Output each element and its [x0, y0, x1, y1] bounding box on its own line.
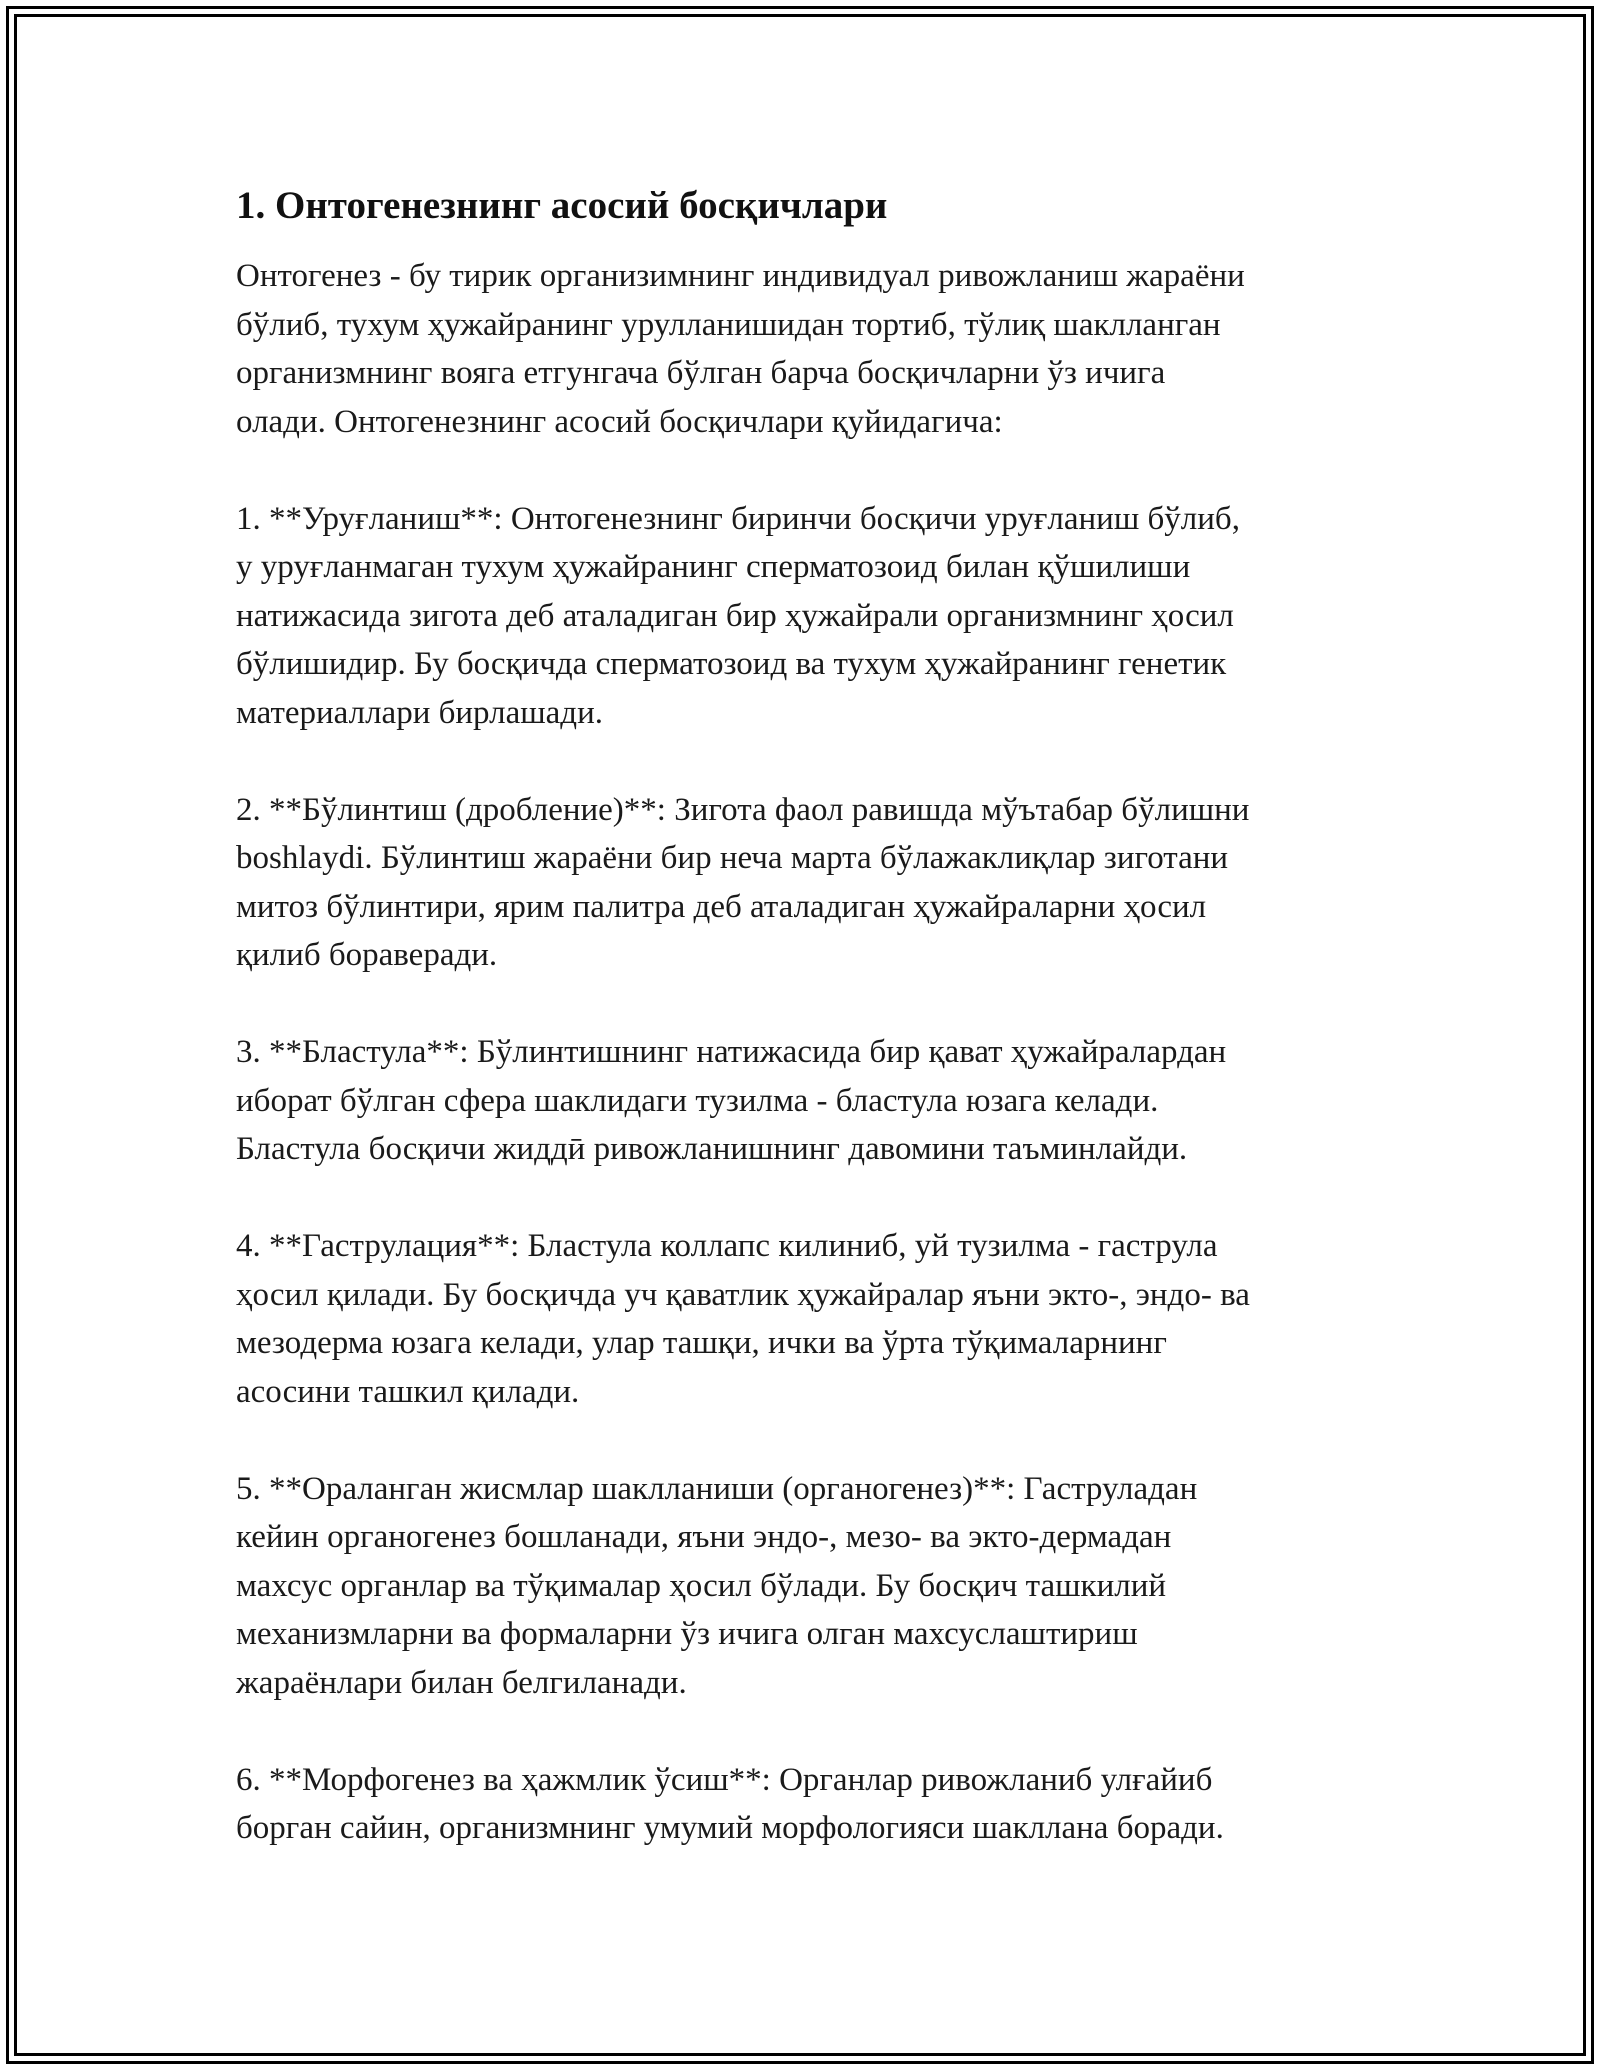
intro-paragraph: Онтогенез - бу тирик организимнинг индивидуал ривожланиш жараёни бўлиб, тухум ҳужайранинг урулланишидан тортиб, тўлиқ шаклланган организмнинг вояга етгунгача бўлган барча босқичларни ўз ичига олади. Онтогенезнинг асосий босқичлари қуйидагича:	[236, 258, 1245, 440]
section-heading: 1. Онтогенезнинг асосий босқичлари	[236, 184, 888, 227]
list-item-blastula: 3. **Бластула**: Бўлинтишнинг натижасида бир қават ҳужайралардан иборат бўлган сфера шаклидаги тузилма - бластула юзага келади. Бластула босқичи жиддӣ ривожланишнинг давомини таъминлайди.	[236, 1034, 1227, 1167]
document-body	[236, 180, 1376, 1901]
list-item-organogenesis: 5. **Ораланган жисмлар шаклланиши (органогенез)**: Гаструладан кейин органогенез бошланади, яъни эндо-, мезо- ва экто-дермадан махсус органлар ва тўқималар ҳосил бўлади. Бу босқич ташкилий механизмларни ва формаларни ўз ичига олган махсуслаштириш жараёнлари билан белгиланади.	[236, 1470, 1198, 1701]
list-item-gastrulation: 4. **Гаструлация**: Бластула коллапс килиниб, уй тузилма - гаструла ҳосил қилади. Бу босқичда уч қаватлик ҳужайралар яъни экто-, эндо- ва мезодерма юзага келади, улар ташқи, ички ва ўрта тўқималарнинг асосини ташкил қилади.	[236, 1228, 1250, 1410]
list-item-fertilization: 1. **Уруғланиш**: Онтогенезнинг биринчи босқичи уруғланиш бўлиб, у уруғланмаган тухум ҳужайранинг сперматозоид билан қўшилиши натижасида зигота деб аталадиган бир ҳужайрали организмнинг ҳосил бўлишидир. Бу босқичда сперматозоид ва тухум ҳужайранинг генетик материаллари бирлашади.	[236, 500, 1240, 731]
list-item-cleavage: 2. **Бўлинтиш (дробление)**: Зигота фаол равишда мўътабар бўлишни boshlaydi. Бўлинтиш жараёни бир неча марта бўлажаклиқлар зиготани митоз бўлинтири, ярим палитра деб аталадиган ҳужайраларни ҳосил қилиб бораверади.	[236, 791, 1250, 973]
list-item-morphogenesis: 6. **Морфогенез ва ҳажмлик ўсиш**: Органлар ривожланиб улғайиб борган сайин, организмнинг умумий морфологияси шакллана боради.	[236, 1761, 1224, 1846]
